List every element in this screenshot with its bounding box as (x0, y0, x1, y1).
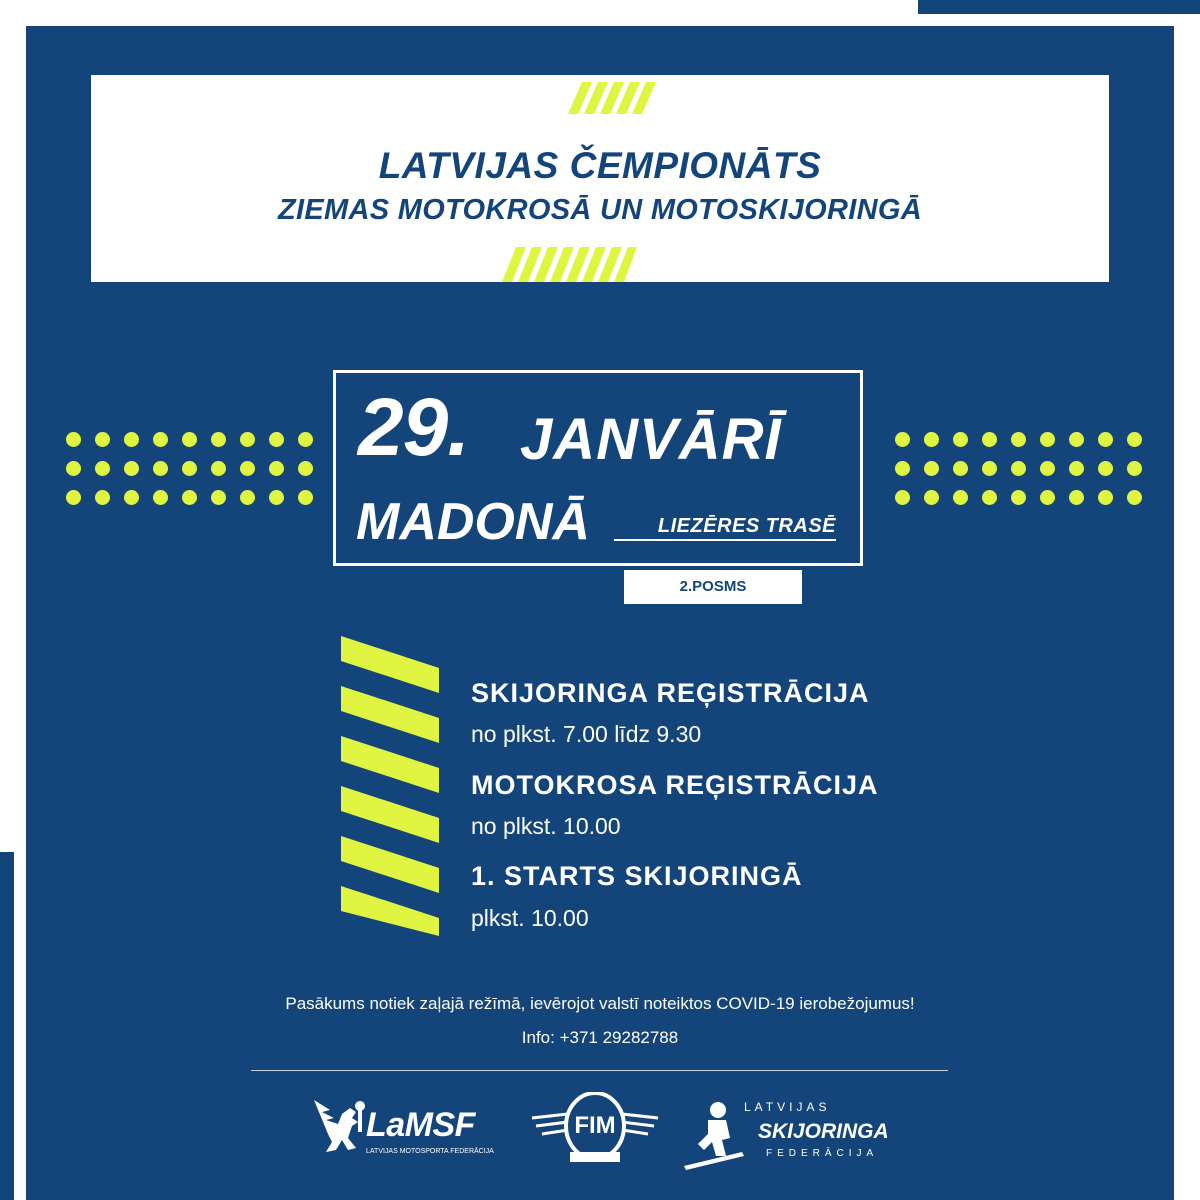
corner-accent-top-right (918, 0, 1200, 14)
dot (1127, 432, 1142, 447)
diagonal-stripes-icon (502, 247, 637, 282)
dot (211, 490, 226, 505)
griffin-icon (308, 1092, 374, 1158)
dot (95, 490, 110, 505)
dot (182, 461, 197, 476)
dot (895, 490, 910, 505)
dot (895, 432, 910, 447)
dot (95, 432, 110, 447)
dot (1069, 432, 1084, 447)
dot (1127, 461, 1142, 476)
dot (240, 461, 255, 476)
diagonal-stripes-icon (341, 636, 439, 936)
dot (924, 461, 939, 476)
schedule-time-start: plkst. 10.00 (471, 905, 589, 931)
dot (124, 461, 139, 476)
dot (1040, 461, 1055, 476)
dot (211, 432, 226, 447)
schedule-heading-motocross: MOTOKROSA REĢISTRĀCIJA (471, 770, 879, 800)
skijoringa-bottom: FEDERĀCIJA (766, 1148, 879, 1159)
dot (982, 490, 997, 505)
event-track: LIEZĒRES TRASĒ (614, 515, 836, 541)
lamsf-subtitle: LATVIJAS MOTOSPORTA FEDERĀCIJA (366, 1148, 494, 1155)
fim-name: FIM (574, 1112, 616, 1139)
skijoringa-logo (682, 1094, 892, 1170)
dot (1011, 461, 1026, 476)
schedule-time-motocross: no plkst. 10.00 (471, 813, 621, 839)
event-city: MADONĀ (356, 493, 590, 551)
dot (1011, 432, 1026, 447)
dot (124, 490, 139, 505)
lamsf-logo (308, 1092, 498, 1162)
dot (953, 490, 968, 505)
dot (298, 490, 313, 505)
dot (182, 432, 197, 447)
info-phone: Info: +371 29282788 (521, 1028, 679, 1047)
dot (953, 432, 968, 447)
dot-pattern-right (895, 432, 1137, 517)
dot (924, 432, 939, 447)
divider (251, 1070, 948, 1071)
dot (153, 432, 168, 447)
dot (1098, 490, 1113, 505)
skijoringa-name: SKIJORINGA (758, 1120, 889, 1143)
fim-logo (528, 1092, 662, 1166)
skijoringa-top: LATVIJAS (744, 1100, 831, 1114)
dot (982, 432, 997, 447)
dot (66, 461, 81, 476)
lamsf-name: LaMSF (366, 1106, 475, 1144)
dot (240, 432, 255, 447)
schedule-heading-start: 1. STARTS SKIJORINGĀ (471, 861, 803, 891)
dot (153, 461, 168, 476)
dot (953, 461, 968, 476)
event-month: JANVĀRĪ (520, 407, 782, 472)
stage-badge: 2.POSMS (624, 570, 802, 604)
dot (298, 432, 313, 447)
dot (66, 432, 81, 447)
dot (269, 490, 284, 505)
dot (240, 490, 255, 505)
diagonal-stripes-icon (568, 82, 658, 114)
dot (211, 461, 226, 476)
dot (1098, 432, 1113, 447)
skier-icon (682, 1098, 752, 1170)
dot (1011, 490, 1026, 505)
dot (182, 490, 197, 505)
dot (924, 490, 939, 505)
dot (269, 461, 284, 476)
dot (1069, 461, 1084, 476)
dot (1098, 461, 1113, 476)
covid-notice: Pasākums notiek zaļajā režīmā, ievērojot valstī noteiktos COVID-19 ierobežojumus! (285, 994, 915, 1013)
schedule-time-skijoring: no plkst. 7.00 līdz 9.30 (471, 721, 702, 747)
title-championship: LATVIJAS ČEMPIONĀTS (378, 145, 822, 186)
dot (1040, 490, 1055, 505)
dot (66, 490, 81, 505)
title-subtitle: ZIEMAS MOTOKROSĀ UN MOTOSKIJORINGĀ (278, 194, 922, 226)
dot (124, 432, 139, 447)
dot (298, 461, 313, 476)
dot-pattern-left (66, 432, 308, 517)
dot (982, 461, 997, 476)
dot (1069, 490, 1084, 505)
dot (895, 461, 910, 476)
schedule-heading-skijoring: SKIJORINGA REĢISTRĀCIJA (471, 678, 870, 708)
dot (1127, 490, 1142, 505)
dot (153, 490, 168, 505)
event-day: 29. (358, 382, 469, 473)
corner-accent-bottom-left (0, 852, 14, 1200)
dot (269, 432, 284, 447)
dot (1040, 432, 1055, 447)
dot (95, 461, 110, 476)
